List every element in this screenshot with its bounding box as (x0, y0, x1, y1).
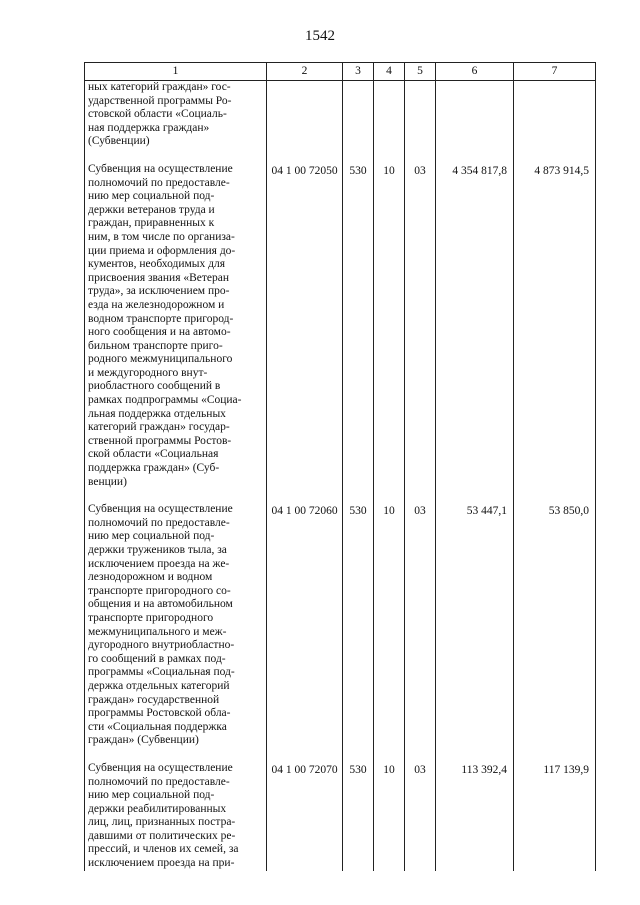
row-pr (405, 81, 436, 149)
row-name: ных категорий граждан» гос- ударственной программы Ро- стовской области «Социаль- ная поддержка граждан» (Субвенции) (85, 81, 267, 149)
row-rz (374, 81, 405, 149)
table-row (85, 81, 596, 149)
row-code: 04 1 00 72070 (267, 748, 343, 871)
column-header: 6 (436, 63, 514, 81)
column-header: 4 (374, 63, 405, 81)
row-code: 04 1 00 72060 (267, 489, 343, 748)
column-header: 5 (405, 63, 436, 81)
row-name: Субвенция на осуществление полномочий по предоставле- нию мер социальной под- держки реабилитированных лиц, лиц, признанных постра- давшими от политических ре- прессий, и членов их семей, за исключением проезда на при- (85, 748, 267, 871)
column-header: 1 (85, 63, 267, 81)
table-row (85, 748, 596, 871)
table-header-row (85, 63, 596, 81)
table-row (85, 149, 596, 489)
row-vr: 530 (343, 489, 374, 748)
row-sum-2: 53 850,0 (514, 489, 596, 748)
row-vr (343, 81, 374, 149)
page-number: 1542 (305, 28, 335, 44)
row-rz: 10 (374, 489, 405, 748)
row-sum-2: 4 873 914,5 (514, 149, 596, 489)
table-row (85, 489, 596, 748)
row-pr: 03 (405, 149, 436, 489)
row-rz: 10 (374, 149, 405, 489)
row-sum-2 (514, 81, 596, 149)
row-sum-1: 4 354 817,8 (436, 149, 514, 489)
row-name: Субвенция на осуществление полномочий по предоставле- нию мер социальной под- держки тружеников тыла, за исключением проезда на же- лезнодорожном и водном транспорте пригородного со- общения и на автомобильном транспорте пригородного межмуниципального и меж- дугородного внутриобластно- го сообщений в рамках под- программы «Социальная под- держка отдельных категорий граждан» государственной программы Ростовской обла- сти «Социальная поддержка граждан» (Субвенции) (85, 489, 267, 748)
row-sum-2: 117 139,9 (514, 748, 596, 871)
budget-table (84, 62, 596, 871)
row-vr: 530 (343, 748, 374, 871)
column-header: 3 (343, 63, 374, 81)
row-sum-1 (436, 81, 514, 149)
column-header: 7 (514, 63, 596, 81)
row-rz: 10 (374, 748, 405, 871)
row-sum-1: 53 447,1 (436, 489, 514, 748)
row-name: Субвенция на осуществление полномочий по предоставле- нию мер социальной под- держки ветеранов труда и граждан, приравненных к ним, в том числе по организа- ции приема и оформления до- кументов, необходимых для присвоения звания «Ветеран труда», за исключением про- езда на железнодорожном и водном транспорте пригород- ного сообщения и на автомо- бильном транспорте приго- родного межмуниципального и междугородного внут- риобластного сообщений в рамках подпрограммы «Социа- льная поддержка отдельных категорий граждан» государ- ственной программы Ростов- ской области «Социальная поддержка граждан» (Суб- венции) (85, 149, 267, 489)
column-header: 2 (267, 63, 343, 81)
row-code: 04 1 00 72050 (267, 149, 343, 489)
row-pr: 03 (405, 489, 436, 748)
row-pr: 03 (405, 748, 436, 871)
row-sum-1: 113 392,4 (436, 748, 514, 871)
row-code (267, 81, 343, 149)
row-vr: 530 (343, 149, 374, 489)
